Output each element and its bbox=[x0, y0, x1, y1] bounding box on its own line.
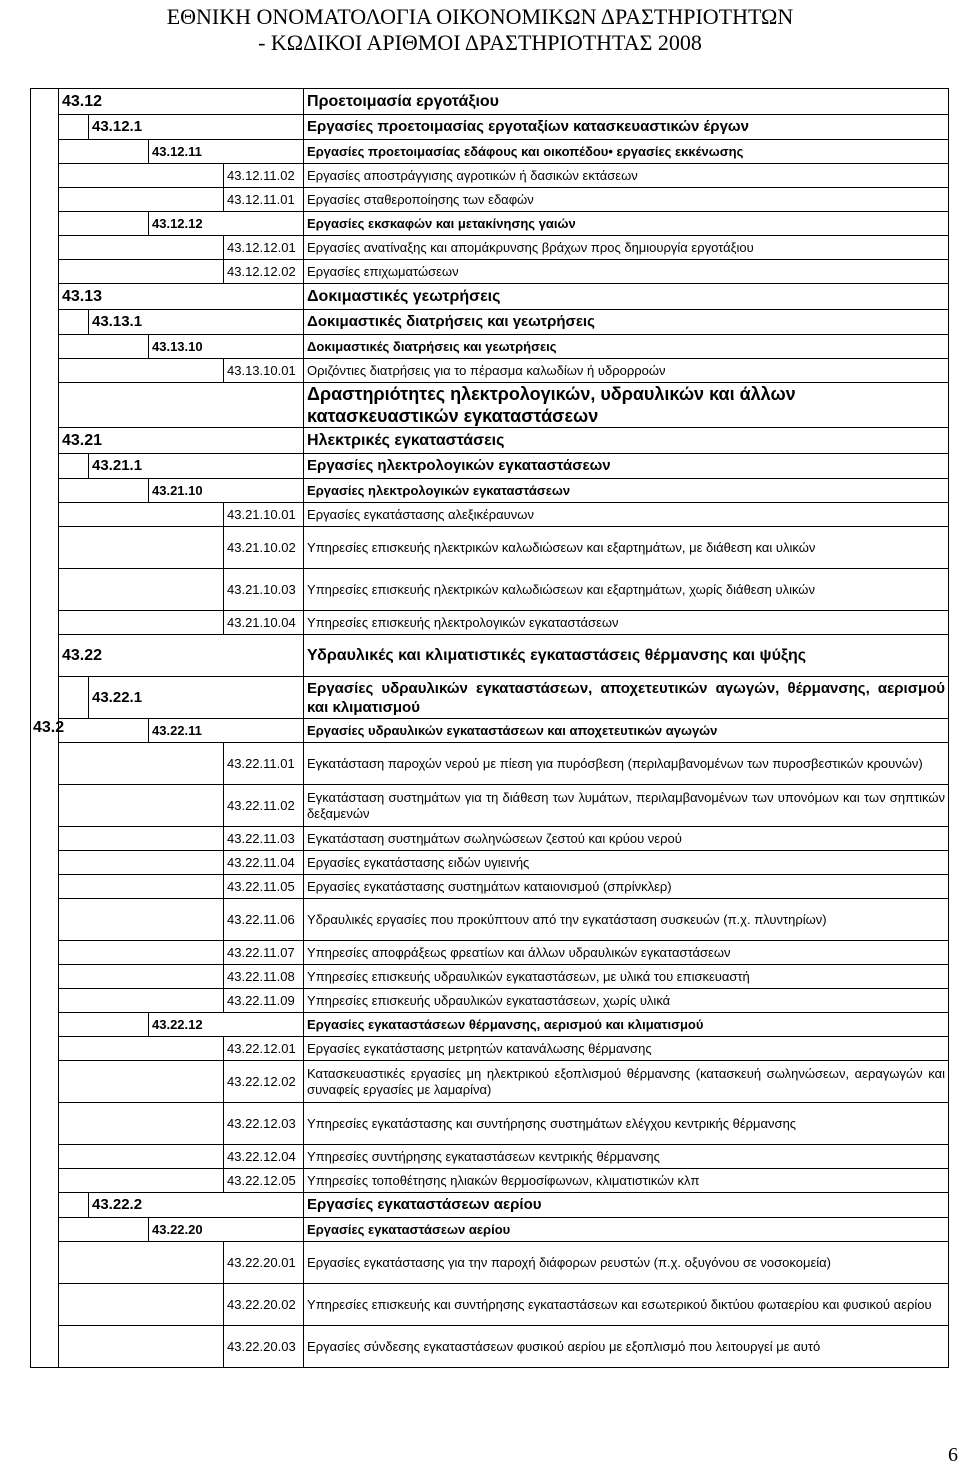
activity-code: 43.22.20.02 bbox=[224, 1284, 304, 1326]
activity-codes-body bbox=[31, 89, 949, 1368]
table-row bbox=[31, 1326, 949, 1368]
indent-cell bbox=[59, 677, 89, 719]
indent-cell bbox=[59, 875, 224, 899]
activity-description: Εργασίες εκσκαφών και μετακίνησης γαιών bbox=[304, 212, 949, 236]
activity-description: Οριζόντιες διατρήσεις για το πέρασμα καλωδίων ή υδρορροών bbox=[304, 359, 949, 383]
table-row bbox=[31, 941, 949, 965]
indent-cell bbox=[59, 941, 224, 965]
indent-cell bbox=[59, 335, 149, 359]
table-row bbox=[31, 1145, 949, 1169]
activity-code: 43.22.11 bbox=[149, 719, 304, 743]
indent-cell bbox=[59, 454, 89, 479]
activity-code: 43.22.11.03 bbox=[224, 827, 304, 851]
indent-cell bbox=[59, 260, 224, 284]
indent-cell bbox=[59, 1284, 224, 1326]
activity-code: 43.22.12.04 bbox=[224, 1145, 304, 1169]
page-number: 6 bbox=[948, 1444, 958, 1466]
table-row bbox=[31, 1193, 949, 1218]
table-row bbox=[31, 635, 949, 677]
activity-code: 43.12.1 bbox=[89, 115, 304, 140]
activity-description: Υπηρεσίες τοποθέτησης ηλιακών θερμοσίφωνων, κλιματιστικών κλπ bbox=[304, 1169, 949, 1193]
table-row bbox=[31, 1218, 949, 1242]
indent-cell bbox=[59, 479, 149, 503]
indent-cell bbox=[59, 503, 224, 527]
activity-description: Υπηρεσίες συντήρησης εγκαταστάσεων κεντρικής θέρμανσης bbox=[304, 1145, 949, 1169]
activity-code: 43.22.11.07 bbox=[224, 941, 304, 965]
activity-description: Εργασίες υδραυλικών εγκαταστάσεων, αποχετευτικών αγωγών, θέρμανσης, αερισμού και κλιματισμού bbox=[304, 677, 949, 719]
activity-description: Εργασίες προετοιμασίας εδάφους και οικοπέδου• εργασίες εκκένωσης bbox=[304, 140, 949, 164]
activity-description: Εργασίες προετοιμασίας εργοταξίων κατασκευαστικών έργων bbox=[304, 115, 949, 140]
indent-cell bbox=[59, 743, 224, 785]
indent-cell bbox=[59, 569, 224, 611]
indent-cell bbox=[59, 785, 224, 827]
activity-description: Εργασίες εγκατάστασης αλεξικέραυνων bbox=[304, 503, 949, 527]
indent-cell bbox=[59, 212, 149, 236]
activity-code: 43.22.11.05 bbox=[224, 875, 304, 899]
activity-code: 43.22.12 bbox=[149, 1013, 304, 1037]
activity-code: 43.22 bbox=[59, 635, 304, 677]
activity-description: Δοκιμαστικές διατρήσεις και γεωτρήσεις bbox=[304, 335, 949, 359]
activity-codes-table bbox=[30, 88, 949, 1368]
table-row bbox=[31, 743, 949, 785]
activity-code: 43.12.11.01 bbox=[224, 188, 304, 212]
table-row bbox=[31, 89, 949, 115]
activity-code: 43.22.11.04 bbox=[224, 851, 304, 875]
table-row bbox=[31, 899, 949, 941]
activity-description: Υπηρεσίες επισκευής υδραυλικών εγκαταστάσεων, με υλικά του επισκευαστή bbox=[304, 965, 949, 989]
indent-cell bbox=[59, 310, 89, 335]
blank-cell bbox=[59, 383, 304, 428]
activity-code: 43.12.12.01 bbox=[224, 236, 304, 260]
activity-description: Εργασίες εγκατάστασης μετρητών κατανάλωσης θέρμανσης bbox=[304, 1037, 949, 1061]
table-row bbox=[31, 212, 949, 236]
table-row bbox=[31, 527, 949, 569]
activity-description: Εργασίες επιχωματώσεων bbox=[304, 260, 949, 284]
table-row bbox=[31, 310, 949, 335]
table-row bbox=[31, 454, 949, 479]
indent-cell bbox=[59, 1326, 224, 1368]
table-row bbox=[31, 1013, 949, 1037]
activity-code: 43.21.1 bbox=[89, 454, 304, 479]
activity-description: Εργασίες ηλεκτρολογικών εγκαταστάσεων bbox=[304, 454, 949, 479]
table-row bbox=[31, 1061, 949, 1103]
activity-code: 43.21.10.02 bbox=[224, 527, 304, 569]
indent-cell bbox=[59, 1013, 149, 1037]
activity-description: Δραστηριότητες ηλεκτρολογικών, υδραυλικών και άλλων κατασκευαστικών εγκαταστάσεων bbox=[304, 383, 949, 428]
activity-description: Εργασίες εγκατάστασης ειδών υγιεινής bbox=[304, 851, 949, 875]
activity-description: Εργασίες εγκαταστάσεων αερίου bbox=[304, 1218, 949, 1242]
activity-code: 43.22.12.02 bbox=[224, 1061, 304, 1103]
activity-code: 43.12.12.02 bbox=[224, 260, 304, 284]
activity-code: 43.21 bbox=[59, 428, 304, 454]
section-code-cell: 43.2 bbox=[31, 89, 59, 1368]
activity-description: Εργασίες εγκαταστάσεων αερίου bbox=[304, 1193, 949, 1218]
activity-description: Εργασίες εγκαταστάσεων θέρμανσης, αερισμού και κλιματισμού bbox=[304, 1013, 949, 1037]
activity-description: Εργασίες σταθεροποίησης των εδαφών bbox=[304, 188, 949, 212]
indent-cell bbox=[59, 1037, 224, 1061]
table-row bbox=[31, 851, 949, 875]
activity-code: 43.21.10.03 bbox=[224, 569, 304, 611]
activity-code: 43.22.1 bbox=[89, 677, 304, 719]
table-row bbox=[31, 875, 949, 899]
activity-code: 43.22.2 bbox=[89, 1193, 304, 1218]
activity-description: Υπηρεσίες επισκευής ηλεκτρολογικών εγκαταστάσεων bbox=[304, 611, 949, 635]
activity-description: Εγκατάσταση συστημάτων για τη διάθεση των λυμάτων, περιλαμβανομένων των υπονόμων και των σηπτικών δεξαμενών bbox=[304, 785, 949, 827]
activity-description: Υπηρεσίες επισκευής ηλεκτρικών καλωδιώσεων και εξαρτημάτων, χωρίς διάθεση υλικών bbox=[304, 569, 949, 611]
table-row bbox=[31, 1242, 949, 1284]
activity-description: Υπηρεσίες επισκευής υδραυλικών εγκαταστάσεων, χωρίς υλικά bbox=[304, 989, 949, 1013]
table-row bbox=[31, 989, 949, 1013]
indent-cell bbox=[59, 140, 149, 164]
activity-code: 43.22.11.02 bbox=[224, 785, 304, 827]
activity-code: 43.21.10.04 bbox=[224, 611, 304, 635]
document-header-title: ΕΘΝΙΚΗ ΟΝΟΜΑΤΟΛΟΓΙΑ ΟΙΚΟΝΟΜΙΚΩΝ ΔΡΑΣΤΗΡΙΟΤΗΤΩΝ bbox=[166, 4, 794, 29]
table-row bbox=[31, 1169, 949, 1193]
indent-cell bbox=[59, 188, 224, 212]
activity-description: Κατασκευαστικές εργασίες μη ηλεκτρικού εξοπλισμού θέρμανσης (κατασκευή σωληνώσεων, αεραγωγών και συναφείς εργασίες με λαμαρίνα) bbox=[304, 1061, 949, 1103]
activity-code: 43.22.12.03 bbox=[224, 1103, 304, 1145]
activity-description: Εργασίες εγκατάστασης συστημάτων καταιονισμού (σπρίνκλερ) bbox=[304, 875, 949, 899]
activity-description: Εργασίες ηλεκτρολογικών εγκαταστάσεων bbox=[304, 479, 949, 503]
table-row bbox=[31, 140, 949, 164]
activity-description: Υπηρεσίες επισκευής ηλεκτρικών καλωδιώσεων και εξαρτημάτων, με διάθεση και υλικών bbox=[304, 527, 949, 569]
document-header-subtitle: - ΚΩΔΙΚΟΙ ΑΡΙΘΜΟΙ ΔΡΑΣΤΗΡΙΟΤΗΤΑΣ 2008 bbox=[258, 30, 702, 55]
activity-code: 43.12.11 bbox=[149, 140, 304, 164]
activity-code: 43.21.10.01 bbox=[224, 503, 304, 527]
activity-description: Υπηρεσίες επισκευής και συντήρησης εγκαταστάσεων και εσωτερικού δικτύου φωταερίου και φυσικού αερίου bbox=[304, 1284, 949, 1326]
table-row bbox=[31, 503, 949, 527]
table-row bbox=[31, 164, 949, 188]
table-row bbox=[31, 677, 949, 719]
activity-code: 43.13 bbox=[59, 284, 304, 310]
indent-cell bbox=[59, 719, 149, 743]
indent-cell bbox=[59, 236, 224, 260]
activity-code: 43.13.10 bbox=[149, 335, 304, 359]
indent-cell bbox=[59, 527, 224, 569]
table-row bbox=[31, 236, 949, 260]
activity-description: Υδραυλικές εργασίες που προκύπτουν από την εγκατάσταση συσκευών (π.χ. πλυντηρίων) bbox=[304, 899, 949, 941]
activity-code: 43.22.11.09 bbox=[224, 989, 304, 1013]
activity-code: 43.22.20.03 bbox=[224, 1326, 304, 1368]
indent-cell bbox=[59, 359, 224, 383]
activity-code: 43.21.10 bbox=[149, 479, 304, 503]
activity-description: Υδραυλικές και κλιματιστικές εγκαταστάσεις θέρμανσης και ψύξης bbox=[304, 635, 949, 677]
activity-code: 43.22.12.05 bbox=[224, 1169, 304, 1193]
activity-description: Εργασίες υδραυλικών εγκαταστάσεων και αποχετευτικών αγωγών bbox=[304, 719, 949, 743]
table-row bbox=[31, 359, 949, 383]
table-row bbox=[31, 188, 949, 212]
table-row bbox=[31, 827, 949, 851]
indent-cell bbox=[59, 851, 224, 875]
activity-description: Εγκατάσταση παροχών νερού με πίεση για πυρόσβεση (περιλαμβανομένων των πυροσβεστικών κρουνών) bbox=[304, 743, 949, 785]
activity-description: Εγκατάσταση συστημάτων σωληνώσεων ζεστού και κρύου νερού bbox=[304, 827, 949, 851]
indent-cell bbox=[59, 1242, 224, 1284]
indent-cell bbox=[59, 1103, 224, 1145]
table-row bbox=[31, 284, 949, 310]
table-row bbox=[31, 1284, 949, 1326]
activity-description: Υπηρεσίες αποφράξεως φρεατίων και άλλων υδραυλικών εγκαταστάσεων bbox=[304, 941, 949, 965]
activity-description: Ηλεκτρικές εγκαταστάσεις bbox=[304, 428, 949, 454]
table-row bbox=[31, 965, 949, 989]
indent-cell bbox=[59, 1193, 89, 1218]
indent-cell bbox=[59, 1061, 224, 1103]
activity-description: Εργασίες εγκατάστασης για την παροχή διάφορων ρευστών (π.χ. οξυγόνου σε νοσοκομεία) bbox=[304, 1242, 949, 1284]
table-row bbox=[31, 428, 949, 454]
activity-code: 43.22.12.01 bbox=[224, 1037, 304, 1061]
activity-description: Δοκιμαστικές γεωτρήσεις bbox=[304, 284, 949, 310]
table-row bbox=[31, 335, 949, 359]
activity-code: 43.12 bbox=[59, 89, 304, 115]
table-row bbox=[31, 115, 949, 140]
indent-cell bbox=[59, 827, 224, 851]
indent-cell bbox=[59, 164, 224, 188]
activity-code: 43.22.11.01 bbox=[224, 743, 304, 785]
table-row bbox=[31, 1103, 949, 1145]
indent-cell bbox=[59, 965, 224, 989]
table-row bbox=[31, 383, 949, 428]
activity-description: Εργασίες αποστράγγισης αγροτικών ή δασικών εκτάσεων bbox=[304, 164, 949, 188]
indent-cell bbox=[59, 989, 224, 1013]
table-row bbox=[31, 785, 949, 827]
activity-code: 43.12.11.02 bbox=[224, 164, 304, 188]
activity-description: Υπηρεσίες εγκατάστασης και συντήρησης συστημάτων ελέγχου κεντρικής θέρμανσης bbox=[304, 1103, 949, 1145]
activity-description: Εργασίες ανατίναξης και απομάκρυνσης βράχων προς δημιουργία εργοτάξιου bbox=[304, 236, 949, 260]
table-row bbox=[31, 260, 949, 284]
activity-description: Εργασίες σύνδεσης εγκαταστάσεων φυσικού αερίου με εξοπλισμό που λειτουργεί με αυτό bbox=[304, 1326, 949, 1368]
activity-code: 43.13.10.01 bbox=[224, 359, 304, 383]
activity-code: 43.22.20.01 bbox=[224, 1242, 304, 1284]
activity-code: 43.22.11.06 bbox=[224, 899, 304, 941]
table-row bbox=[31, 611, 949, 635]
table-row bbox=[31, 479, 949, 503]
table-row bbox=[31, 719, 949, 743]
activity-code: 43.22.11.08 bbox=[224, 965, 304, 989]
indent-cell bbox=[59, 115, 89, 140]
indent-cell bbox=[59, 1145, 224, 1169]
activity-code: 43.22.20 bbox=[149, 1218, 304, 1242]
table-row bbox=[31, 1037, 949, 1061]
activity-code: 43.12.12 bbox=[149, 212, 304, 236]
indent-cell bbox=[59, 1169, 224, 1193]
activity-code: 43.13.1 bbox=[89, 310, 304, 335]
indent-cell bbox=[59, 611, 224, 635]
activity-description: Προετοιμασία εργοτάξιου bbox=[304, 89, 949, 115]
indent-cell bbox=[59, 1218, 149, 1242]
indent-cell bbox=[59, 899, 224, 941]
activity-description: Δοκιμαστικές διατρήσεις και γεωτρήσεις bbox=[304, 310, 949, 335]
table-row bbox=[31, 569, 949, 611]
